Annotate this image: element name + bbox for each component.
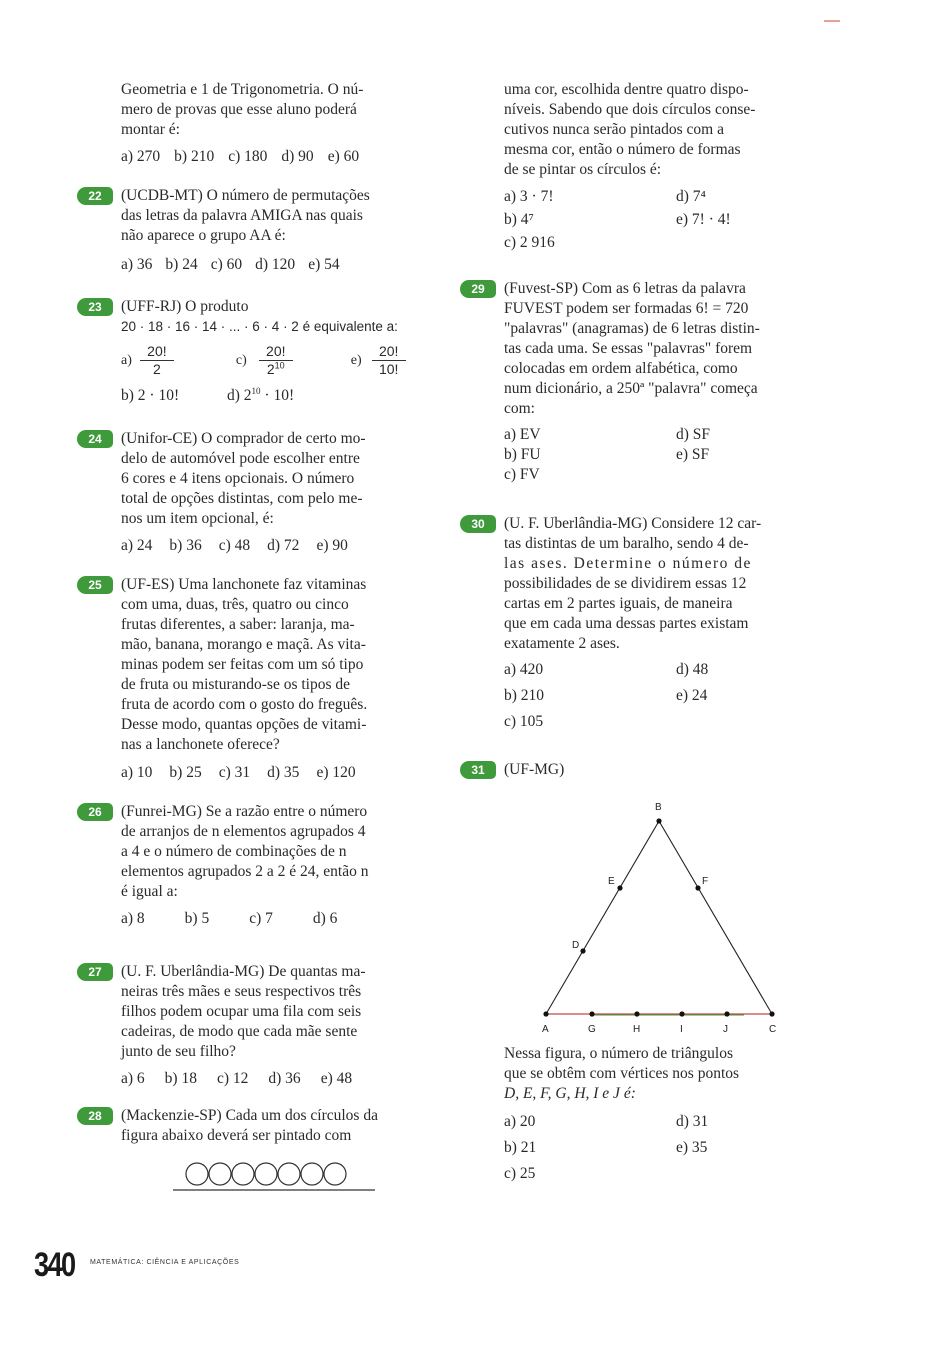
fraction-e <box>372 343 406 378</box>
option: e) 120 <box>316 764 356 781</box>
question-25 <box>88 575 436 783</box>
options <box>121 536 436 556</box>
label-h: H <box>633 1024 641 1035</box>
question-number-badge: 28 <box>77 1107 113 1125</box>
page-number: 340 <box>34 1246 75 1284</box>
left-column <box>88 80 436 1198</box>
circle <box>324 1163 346 1185</box>
label-i: I <box>680 1024 683 1035</box>
option: a) EV <box>504 426 541 443</box>
option: d) 90 <box>281 148 314 165</box>
circle <box>209 1163 231 1185</box>
text-line: FUVEST podem ser formadas 6! = 720 <box>504 300 749 317</box>
option: a) 270 <box>121 148 161 165</box>
option: b) 210 <box>174 148 215 165</box>
option: c) 180 <box>228 148 268 165</box>
question-number-badge: 31 <box>460 761 496 779</box>
label-b: B <box>655 802 662 813</box>
point-i <box>679 1011 684 1016</box>
circle <box>232 1163 254 1185</box>
question-30 <box>471 514 820 732</box>
option: b) 4⁷ <box>504 211 534 228</box>
fraction-c <box>259 343 293 378</box>
text-line: tas distintas de um baralho, sendo 4 de- <box>504 535 749 552</box>
text-line: las ases. Determine o número de <box>504 555 752 572</box>
option-base: d) 2 <box>227 387 252 404</box>
options <box>504 425 820 485</box>
text-line: fruta de acordo com o gosto do freguês. <box>121 696 368 713</box>
numerator: 20! <box>140 343 174 361</box>
text-line: 6 cores e 4 itens opcionais. O número <box>121 470 355 487</box>
text-line: (Unifor-CE) O comprador de certo mo- <box>121 430 366 447</box>
options <box>121 909 436 929</box>
option: b) 5 <box>184 910 210 927</box>
text-line: cutivos nunca serão pintados com a <box>504 121 724 138</box>
text-line: não aparece o grupo AA é: <box>121 227 286 244</box>
point-h <box>634 1011 639 1016</box>
denominator: 10! <box>378 361 399 377</box>
text-line: com: <box>504 400 535 417</box>
option: a) 10 <box>121 764 153 781</box>
intro-continuation <box>121 80 436 167</box>
option: a) 6 <box>121 1070 145 1087</box>
option: c) 105 <box>504 713 544 730</box>
text-line: (UCDB-MT) O número de permutações <box>121 187 370 204</box>
option: a) 420 <box>504 661 544 678</box>
question-number-badge: 27 <box>77 963 113 981</box>
text-line: Geometria e 1 de Trigonometria. O nú- <box>121 81 364 98</box>
option: c) 25 <box>504 1165 536 1182</box>
side-bc <box>659 821 772 1014</box>
text-line: de se pintar os círculos é: <box>504 161 662 178</box>
options <box>504 187 820 253</box>
option: d) 6 <box>312 910 338 927</box>
question-text <box>504 1044 820 1104</box>
label-c: C <box>769 1024 777 1035</box>
option-label: c) <box>235 352 247 368</box>
label-g: G <box>588 1024 596 1035</box>
option: d) 31 <box>676 1113 709 1130</box>
option: d) 35 <box>267 764 300 781</box>
side-ab <box>546 821 659 1014</box>
question-source: (UF-MG) <box>504 761 565 778</box>
option: a) 36 <box>121 256 153 273</box>
question-27 <box>88 962 436 1089</box>
option: c) 48 <box>218 537 251 554</box>
option: b) 21 <box>504 1139 537 1156</box>
option: d) 72 <box>267 537 300 554</box>
label-d: D <box>572 940 580 951</box>
question-29 <box>471 279 820 485</box>
text-line: exatamente 2 ases. <box>504 635 620 652</box>
option: b) 18 <box>164 1070 197 1087</box>
question-26 <box>88 802 436 929</box>
point-e <box>617 885 622 890</box>
text-line: (U. F. Uberlândia-MG) Considere 12 car- <box>504 515 762 532</box>
text-line: (UFF-RJ) O produto <box>121 298 249 315</box>
denominator <box>259 361 293 378</box>
triangle-figure <box>504 788 820 1035</box>
text-line: mão, banana, morango e maçã. As vita- <box>121 636 366 653</box>
options <box>121 386 436 406</box>
label-j: J <box>723 1024 728 1035</box>
right-column <box>471 80 820 1184</box>
option: a) 20 <box>504 1113 536 1130</box>
question-28-continuation <box>504 80 820 253</box>
text-line: cartas em 2 partes iguais, de maneira <box>504 595 733 612</box>
option: e) 35 <box>676 1139 708 1156</box>
exponent: 10 <box>251 385 261 396</box>
text-line: que em cada uma dessas partes existam <box>504 615 749 632</box>
text-line: mero de provas que esse aluno poderá <box>121 101 357 118</box>
text-line: Desse modo, quantas opções de vitami- <box>121 716 367 733</box>
text-line: com uma, duas, três, quatro ou cinco <box>121 596 349 613</box>
circles-figure <box>171 1158 381 1198</box>
product-expression: 20 · 18 · 16 · 14 · ... · 6 · 4 · 2 é equivalente a: <box>121 319 398 334</box>
text-line: de fruta ou misturando-se os tipos de <box>121 676 351 693</box>
option: d) 7⁴ <box>676 188 706 205</box>
option: e) 60 <box>327 148 360 165</box>
question-31 <box>471 760 820 1184</box>
option: e) 54 <box>308 256 340 273</box>
options <box>121 763 436 783</box>
text-line: de arranjos de n elementos agrupados 4 <box>121 823 366 840</box>
option-rest: · 10! <box>260 387 295 404</box>
option-label: e) <box>350 352 362 368</box>
question-number-badge: 30 <box>460 515 496 533</box>
question-28 <box>88 1106 436 1198</box>
question-number-badge: 29 <box>460 280 496 298</box>
question-number-badge: 25 <box>77 576 113 594</box>
text-line: (Mackenzie-SP) Cada um dos círculos da <box>121 1107 378 1124</box>
option: e) 24 <box>676 687 708 704</box>
option: c) 7 <box>249 910 273 927</box>
options <box>504 660 820 732</box>
question-number-badge: 23 <box>77 298 113 316</box>
text-line: (Fuvest-SP) Com as 6 letras da palavra <box>504 280 746 297</box>
circle <box>278 1163 300 1185</box>
option <box>227 386 294 406</box>
option: c) FV <box>504 466 540 483</box>
option: b) 36 <box>169 537 202 554</box>
circle <box>301 1163 323 1185</box>
option: b) 210 <box>504 687 545 704</box>
point-f <box>695 885 700 890</box>
option: b) 24 <box>165 256 198 273</box>
option-label: a) <box>121 352 132 368</box>
option: a) 3 · 7! <box>504 188 554 205</box>
option: b) 2 · 10! <box>121 387 180 404</box>
options <box>121 147 436 167</box>
base: 2 <box>266 361 275 377</box>
text-line: figura abaixo deverá ser pintado com <box>121 1127 352 1144</box>
options <box>121 1069 436 1089</box>
point-c <box>769 1011 774 1016</box>
text-line: das letras da palavra AMIGA nas quais <box>121 207 363 224</box>
text-line: D, E, F, G, H, I e J é: <box>504 1085 636 1102</box>
circle <box>186 1163 208 1185</box>
text-line: é igual a: <box>121 883 178 900</box>
point-j <box>724 1011 729 1016</box>
text-line: minas podem ser feitas com um só tipo <box>121 656 364 673</box>
corner-decoration <box>824 20 840 22</box>
exponent: 10 <box>274 360 285 371</box>
text-line: níveis. Sabendo que dois círculos conse- <box>504 101 756 118</box>
option: c) 12 <box>216 1070 249 1087</box>
text-line: a 4 e o número de combinações de n <box>121 843 347 860</box>
text-line: tas cada uma. Se essas "palavras" forem <box>504 340 753 357</box>
text-line: "palavras" (anagramas) de 6 letras distin- <box>504 320 760 337</box>
text-line: montar é: <box>121 121 180 138</box>
text-line: (U. F. Uberlândia-MG) De quantas ma- <box>121 963 366 980</box>
text-line: frutas diferentes, a saber: laranja, ma- <box>121 616 355 633</box>
text-line: filhos podem ocupar uma fila com seis <box>121 1003 362 1020</box>
text-line: neiras três mães e seus respectivos três <box>121 983 362 1000</box>
circle <box>255 1163 277 1185</box>
option: e) 90 <box>316 537 348 554</box>
text-line: total de opções distintas, com pelo me- <box>121 490 363 507</box>
option: c) 2 916 <box>504 234 555 251</box>
text-line: nas a lanchonete oferece? <box>121 736 280 753</box>
text-line: (UF-ES) Uma lanchonete faz vitaminas <box>121 576 367 593</box>
text-line: junto de seu filho? <box>121 1043 236 1060</box>
point-d <box>580 948 585 953</box>
label-f: F <box>702 876 709 887</box>
option: a) 8 <box>121 910 145 927</box>
text-line: cadeiras, de modo que cada mãe sente <box>121 1023 358 1040</box>
option: b) 25 <box>169 764 202 781</box>
option: a) 24 <box>121 537 153 554</box>
option: b) FU <box>504 446 541 463</box>
option: e) SF <box>676 446 710 463</box>
text-line: mesma cor, então o número de formas <box>504 141 741 158</box>
text-line: Nessa figura, o número de triângulos <box>504 1045 733 1062</box>
fraction-a <box>140 343 174 378</box>
label-e: E <box>608 876 615 887</box>
numerator: 20! <box>259 343 293 361</box>
option: e) 7! · 4! <box>676 211 731 228</box>
option: e) 48 <box>320 1070 353 1087</box>
book-title: MATEMÁTICA: CIÊNCIA E APLICAÇÕES <box>90 1259 240 1266</box>
question-number-badge: 22 <box>77 187 113 205</box>
option: c) 31 <box>218 764 251 781</box>
point-a <box>543 1011 548 1016</box>
text-line: uma cor, escolhida dentre quatro dispo- <box>504 81 749 98</box>
text-line: num dicionário, a 250ª "palavra" começa <box>504 380 758 397</box>
text-line: que se obtêm com vértices nos pontos <box>504 1065 740 1082</box>
question-22 <box>88 186 436 275</box>
numerator: 20! <box>372 343 406 361</box>
text-line: nos um item opcional, é: <box>121 510 274 527</box>
text-line: delo de automóvel pode escolher entre <box>121 450 360 467</box>
option: d) 120 <box>255 256 296 273</box>
option: d) 48 <box>676 661 709 678</box>
question-24 <box>88 429 436 556</box>
denominator: 2 <box>152 361 161 377</box>
option: d) SF <box>676 426 711 443</box>
options <box>504 1112 820 1184</box>
option: c) 60 <box>210 256 243 273</box>
text-line: (Funrei-MG) Se a razão entre o número <box>121 803 368 820</box>
text-line: elementos agrupados 2 a 2 é 24, então n <box>121 863 369 880</box>
options <box>121 255 436 275</box>
text-line: colocadas em ordem alfabética, como <box>504 360 738 377</box>
point-g <box>589 1011 594 1016</box>
option: d) 36 <box>268 1070 301 1087</box>
fraction-options <box>121 343 436 378</box>
label-a: A <box>542 1024 549 1035</box>
question-number-badge: 24 <box>77 430 113 448</box>
text-line: possibilidades de se dividirem essas 12 <box>504 575 747 592</box>
question-23 <box>88 297 436 406</box>
question-number-badge: 26 <box>77 803 113 821</box>
point-b <box>656 818 661 823</box>
